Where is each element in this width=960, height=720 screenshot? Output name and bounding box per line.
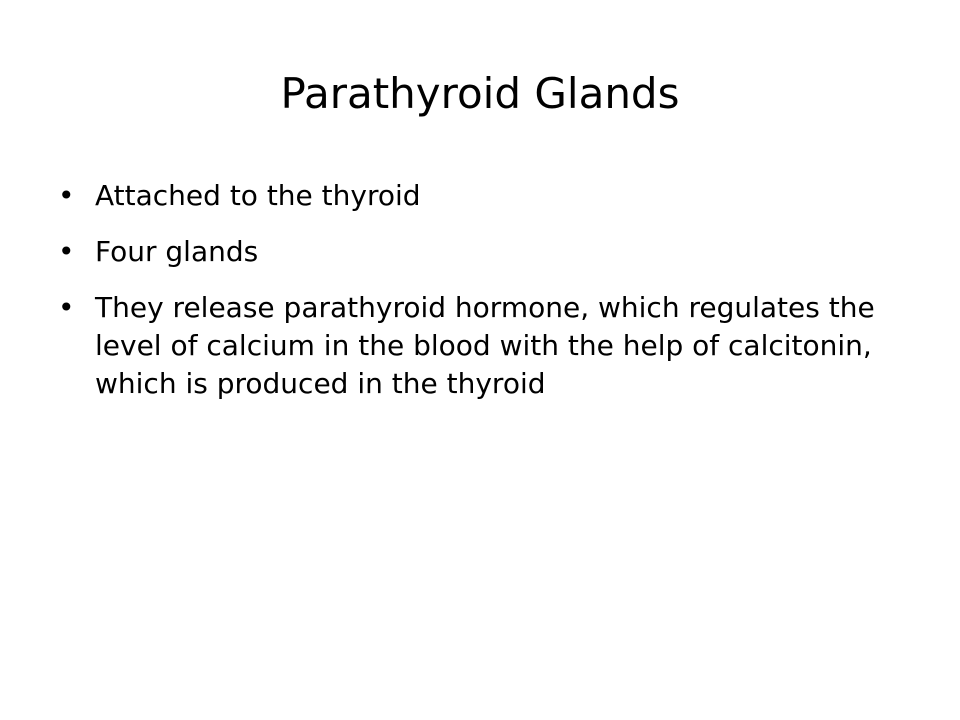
bullet-icon: •	[58, 291, 75, 324]
bullet-text: Four glands	[95, 235, 259, 268]
bullet-text: Attached to the thyroid	[95, 179, 421, 212]
bullet-item	[58, 233, 908, 271]
bullet-icon: •	[58, 235, 75, 268]
slide-title: Parathyroid Glands	[280, 69, 680, 118]
bullet-icon: •	[58, 179, 75, 212]
bullet-item	[58, 289, 908, 403]
bullet-item	[58, 177, 908, 215]
bullet-text: They release parathyroid hormone, which regulates the level of calcium in the blood with the help of calcitonin, which is produced in the thyroid	[95, 291, 875, 400]
bullet-list	[58, 177, 908, 421]
